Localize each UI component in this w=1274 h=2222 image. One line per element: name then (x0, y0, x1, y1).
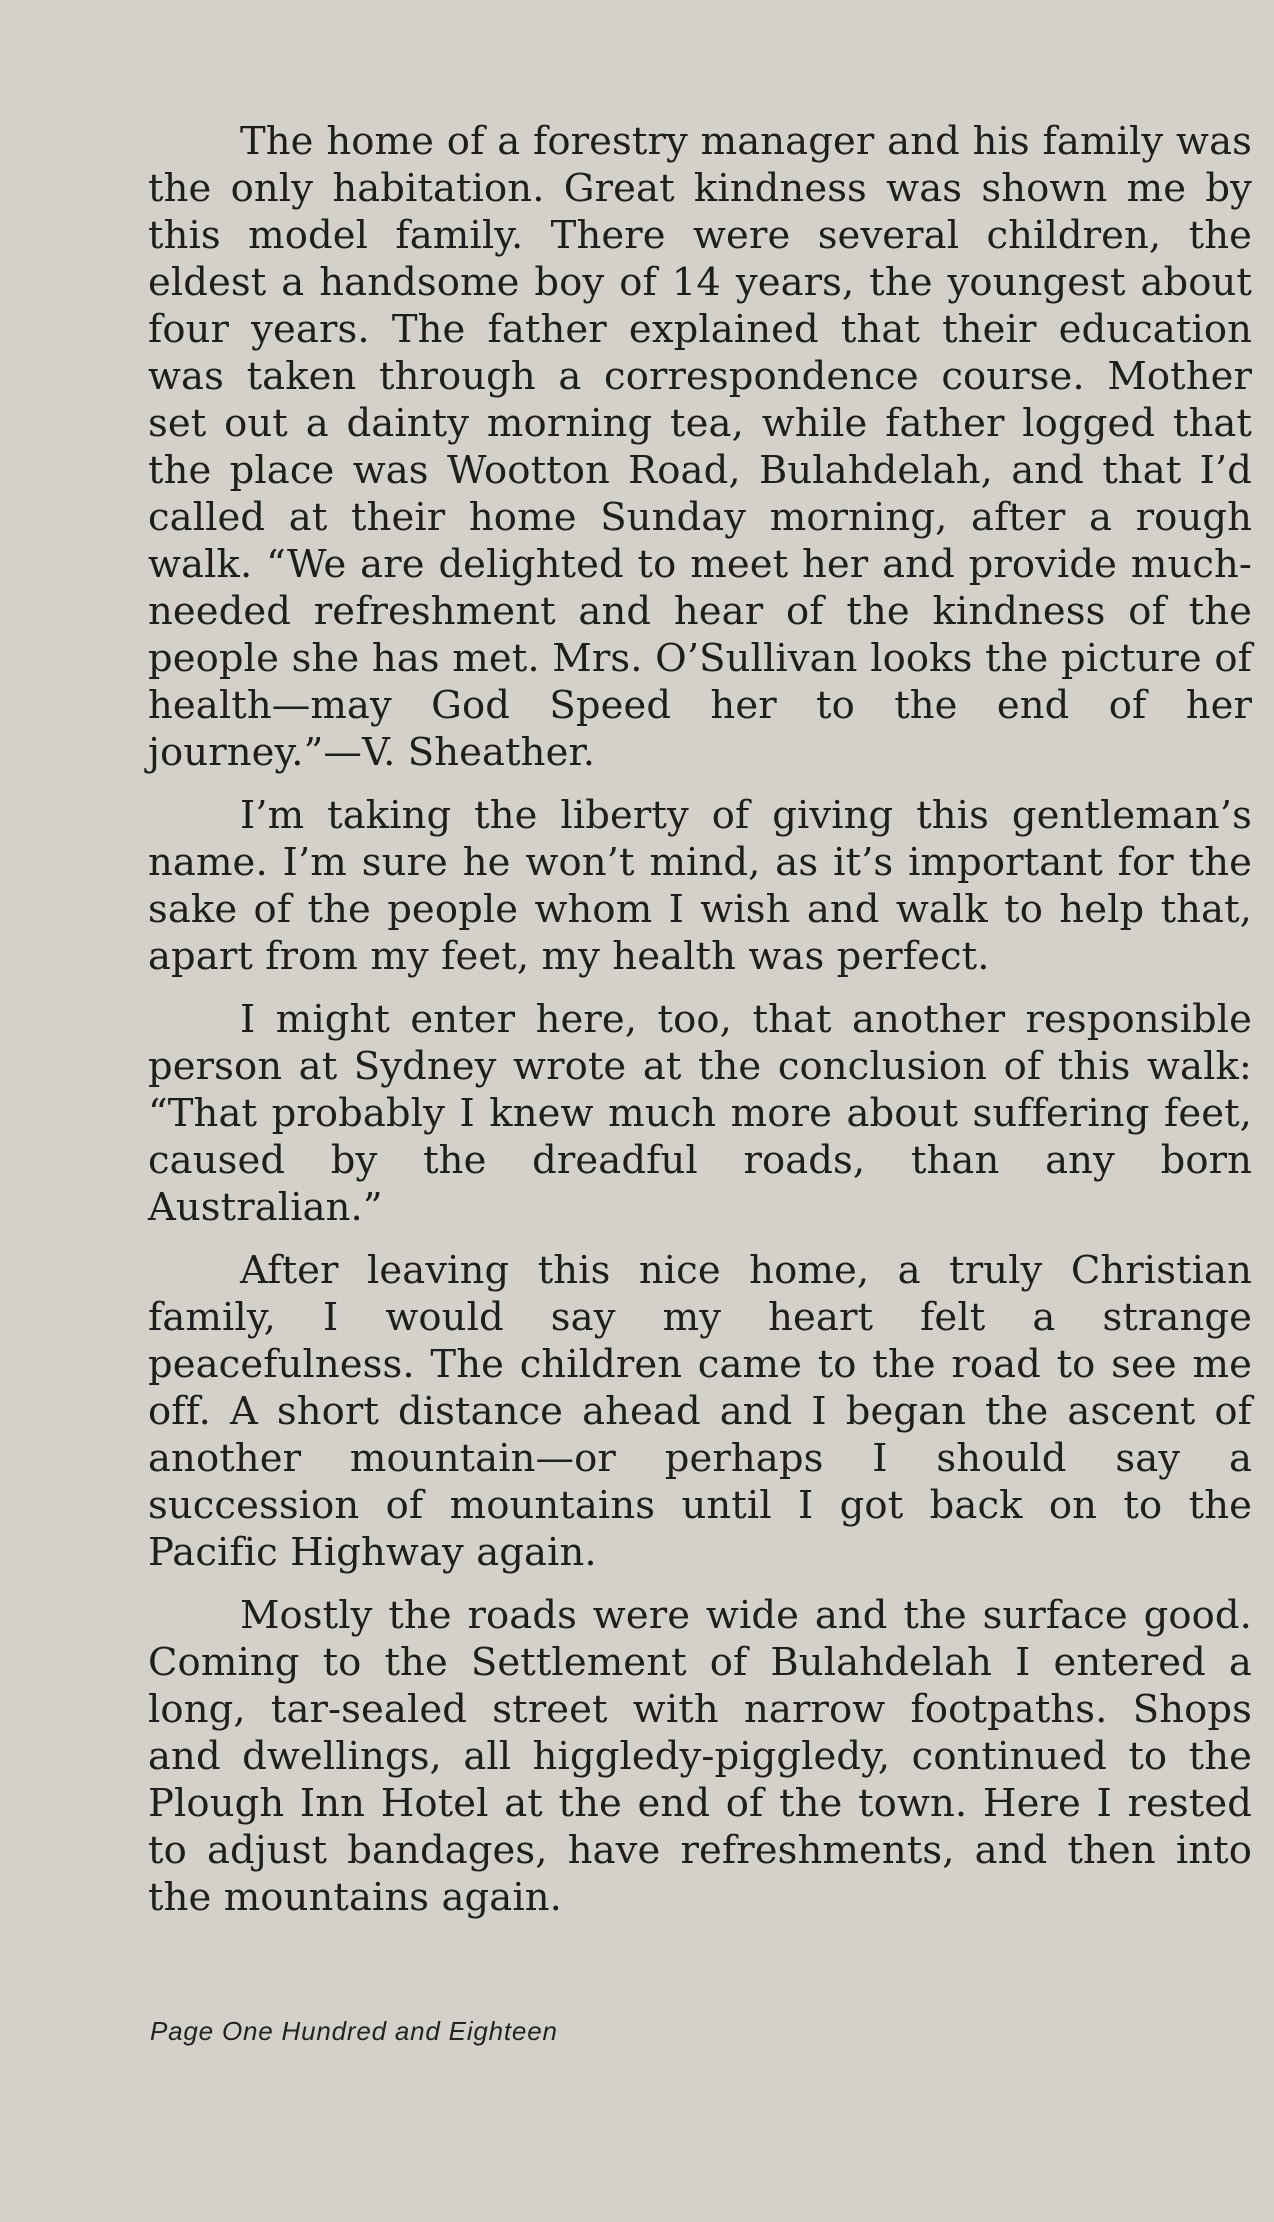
body-text (148, 118, 1252, 1937)
paragraph-1: The home of a forestry manager and his family was the only habitation. Great kindness was shown me by this model family. There were several children, the eldest a handsome boy of 14 years, the youngest about four years. The father explained that their education was taken through a correspondence course. Mother set out a dainty morning tea, while father logged that the place was Wootton Road, Bulahdelah, and that I’d called at their home Sunday morning, after a rough walk. “We are delighted to meet her and provide much-needed refreshment and hear of the kindness of the people she has met. Mrs. O’Sullivan looks the picture of health—may God Speed her to the end of her journey.”—V. Sheather. (148, 119, 1252, 775)
paragraph-5: Mostly the roads were wide and the surface good. Coming to the Settlement of Bulahdelah I entered a long, tar-sealed street with narrow footpaths. Shops and dwellings, all higgledy-piggledy, continued to the Plough Inn Hotel at the end of the town. Here I rested to adjust bandages, have refreshments, and then into the mountains again. (148, 1593, 1252, 1920)
paragraph-4: After leaving this nice home, a truly Christian family, I would say my heart felt a strange peacefulness. The children came to the road to see me off. A short distance ahead and I began the ascent of another mountain—or perhaps I should say a succession of mountains until I got back on to the Pacific Highway again. (148, 1248, 1252, 1575)
page-number-footer: Page One Hundred and Eighteen (150, 2016, 558, 2046)
paragraph-3: I might enter here, too, that another responsible person at Sydney wrote at the conclusion of this walk: “That probably I knew much more about suffering feet, caused by the dreadful roads, than any born Australian.” (148, 997, 1252, 1230)
paragraph-2: I’m taking the liberty of giving this gentleman’s name. I’m sure he won’t mind, as it’s important for the sake of the people whom I wish and walk to help that, apart from my feet, my health was perfect. (148, 793, 1252, 979)
